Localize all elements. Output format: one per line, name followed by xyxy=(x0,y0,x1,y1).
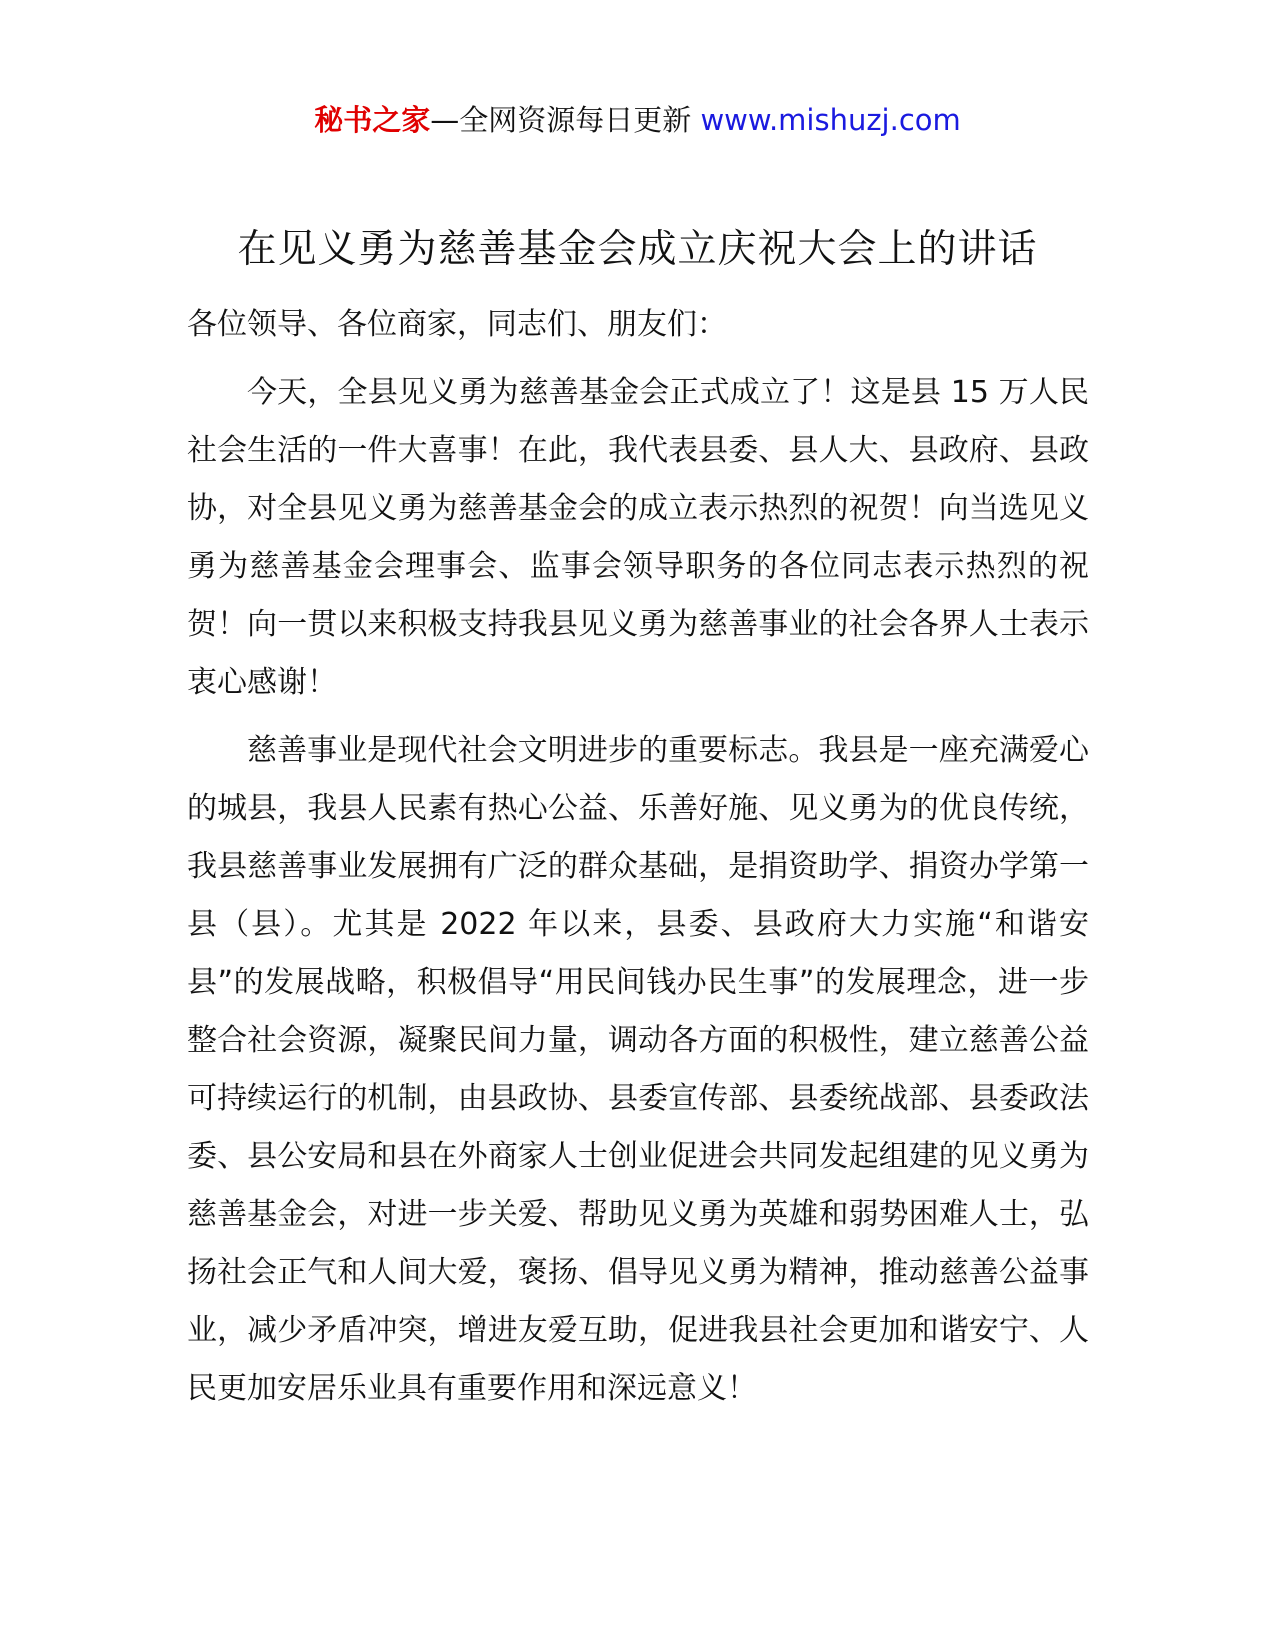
paragraph-1: 今天，全县见义勇为慈善基金会正式成立了！这是县 15 万人民社会生活的一件大喜事！在此，我代表县委、县人大、县政府、县政协，对全县见义勇为慈善基金会的成立表示热烈的祝贺！向当选见义勇为慈善基金会理事会、监事会领导职务的各位同志表示热烈的祝贺！向一贯以来积极支持我县见义勇为慈善事业的社会各界人士表示衷心感谢！ xyxy=(187,375,1089,700)
salutation: 各位领导、各位商家，同志们、朋友们： xyxy=(187,307,727,342)
paragraph-2: 慈善事业是现代社会文明进步的重要标志。我县是一座充满爱心的城县，我县人民素有热心公益、乐善好施、见义勇为的优良传统，我县慈善事业发展拥有广泛的群众基础，是捐资助学、捐资办学第一县（县）。尤其是 2022 年以来，县委、县政府大力实施“和谐安县”的发展战略，积极倡导“用民间钱办民生事”的发展理念，进一步整合社会资源，凝聚民间力量，调动各方面的积极性，建立慈善公益可持续运行的机制，由县政协、县委宣传部、县委统战部、县委政法委、县公安局和县在外商家人士创业促进会共同发起组建的见义勇为慈善基金会，对进一步关爱、帮助见义勇为英雄和弱势困难人士，弘扬社会正气和人间大爱，褒扬、倡导见义勇为精神，推动慈善公益事业，减少矛盾冲突，增进友爱互助，促进我县社会更加和谐安宁、人民更加安居乐业具有重要作用和深远意义！ xyxy=(187,733,1089,1406)
header-tagline: —全网资源每日更新 xyxy=(430,103,701,137)
document-body xyxy=(187,296,1089,1428)
brand-name: 秘书之家 xyxy=(314,103,431,137)
site-url-link[interactable]: www.mishuzj.com xyxy=(700,103,961,137)
document-title: 在见义勇为慈善基金会成立庆祝大会上的讲话 xyxy=(237,227,1038,272)
site-header xyxy=(0,100,1275,140)
